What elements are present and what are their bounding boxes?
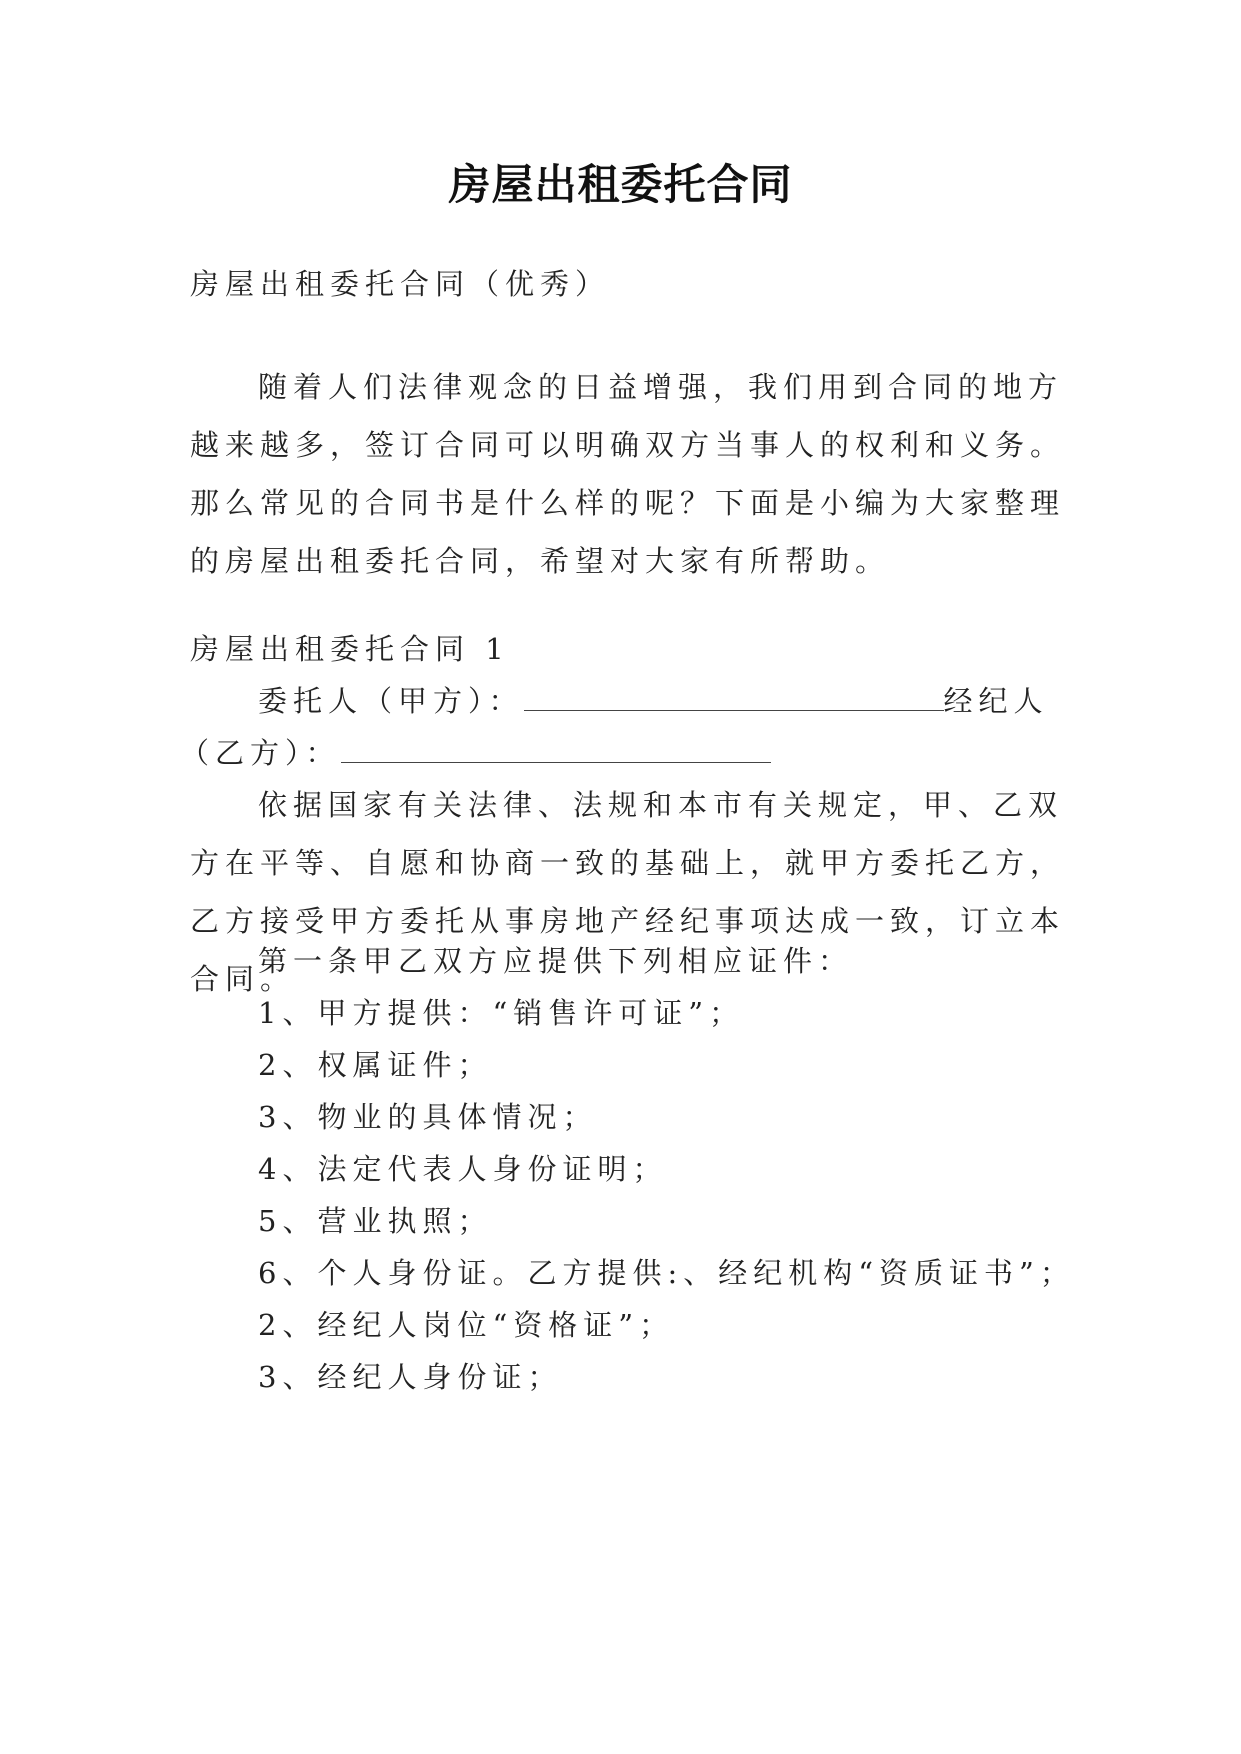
list-item: 3、物业的具体情况； (258, 1100, 598, 1134)
list-item: 5、营业执照； (258, 1204, 493, 1238)
agent-label: 经纪人 (943, 684, 1049, 718)
party-b-blank (341, 736, 771, 763)
party-b-label: （乙方）： (180, 736, 341, 770)
list-item: 2、经纪人岗位“资格证”； (258, 1308, 675, 1342)
document-title: 房屋出租委托合同 (448, 160, 793, 209)
article-1: 第一条甲乙双方应提供下列相应证件： (258, 944, 854, 978)
list-item: 2、权属证件； (258, 1048, 493, 1082)
basis-paragraph: 依据国家有关法律、法规和本市有关规定，甲、乙双方在平等、自愿和协商一致的基础上，就甲方委托乙方，乙方接受甲方委托从事房地产经纪事项达成一致，订立本合同。 (190, 788, 1066, 996)
intro-paragraph: 随着人们法律观念的日益增强，我们用到合同的地方越来越多，签订合同可以明确双方当事人的权利和义务。那么常见的合同书是什么样的呢？下面是小编为大家整理的房屋出租委托合同，希望对大家有所帮助。 (190, 370, 1066, 578)
document-subtitle: 房屋出租委托合同（优秀） (190, 267, 611, 301)
list-item: 1、甲方提供：“销售许可证”； (258, 996, 745, 1030)
list-item: 4、法定代表人身份证明； (258, 1152, 668, 1186)
section-title: 房屋出租委托合同 1 (190, 632, 510, 666)
party-a-blank (524, 684, 944, 711)
party-b-line (180, 724, 1060, 782)
list-item: 6、个人身份证。乙方提供:、经纪机构“资质证书”； (258, 1256, 1075, 1290)
party-a-label: 委托人（甲方）： (258, 684, 524, 718)
party-a-line (258, 672, 1138, 730)
list-item: 3、经纪人身份证； (258, 1360, 563, 1394)
